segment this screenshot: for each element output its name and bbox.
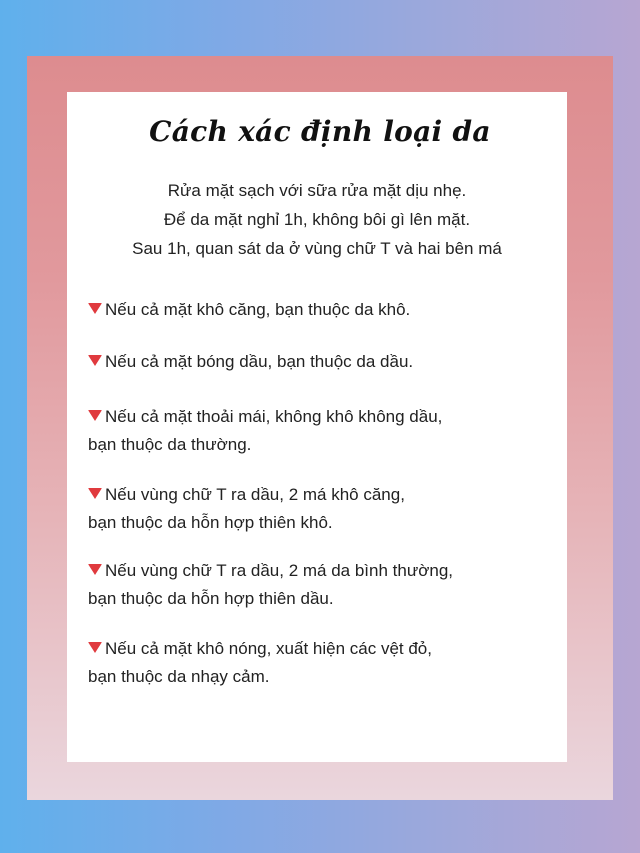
red-down-triangle-icon	[88, 564, 102, 575]
item-text: bạn thuộc da hỗn hợp thiên dầu.	[88, 589, 334, 608]
item-text: Nếu vùng chữ T ra dầu, 2 má khô căng,	[105, 485, 405, 504]
skin-type-item	[88, 348, 558, 376]
red-down-triangle-icon	[88, 303, 102, 314]
item-text: bạn thuộc da hỗn hợp thiên khô.	[88, 513, 333, 532]
skin-type-item	[88, 403, 558, 459]
intro-line: Rửa mặt sạch với sữa rửa mặt dịu nhẹ.	[167, 181, 467, 200]
red-down-triangle-icon	[88, 488, 102, 499]
skin-type-item	[88, 557, 558, 613]
skin-type-item	[88, 635, 558, 691]
item-text: Nếu vùng chữ T ra dầu, 2 má da bình thường,	[105, 561, 453, 580]
item-text: Nếu cả mặt khô căng, bạn thuộc da khô.	[105, 300, 411, 319]
item-text: Nếu cả mặt thoải mái, không khô không dầu,	[105, 407, 443, 426]
page-title: Cách xác định loại da	[149, 115, 491, 148]
skin-type-item	[88, 481, 558, 537]
red-down-triangle-icon	[88, 410, 102, 421]
intro-text	[67, 176, 567, 263]
item-text: bạn thuộc da thường.	[88, 435, 252, 454]
intro-line: Để da mặt nghỉ 1h, không bôi gì lên mặt.	[163, 210, 471, 229]
skin-type-item	[88, 296, 558, 324]
item-text: bạn thuộc da nhạy cảm.	[88, 667, 270, 686]
item-text: Nếu cả mặt bóng dầu, bạn thuộc da dầu.	[105, 352, 414, 371]
red-down-triangle-icon	[88, 355, 102, 366]
intro-line: Sau 1h, quan sát da ở vùng chữ T và hai bên má	[132, 239, 502, 258]
red-down-triangle-icon	[88, 642, 102, 653]
item-text: Nếu cả mặt khô nóng, xuất hiện các vệt đỏ,	[105, 639, 432, 658]
